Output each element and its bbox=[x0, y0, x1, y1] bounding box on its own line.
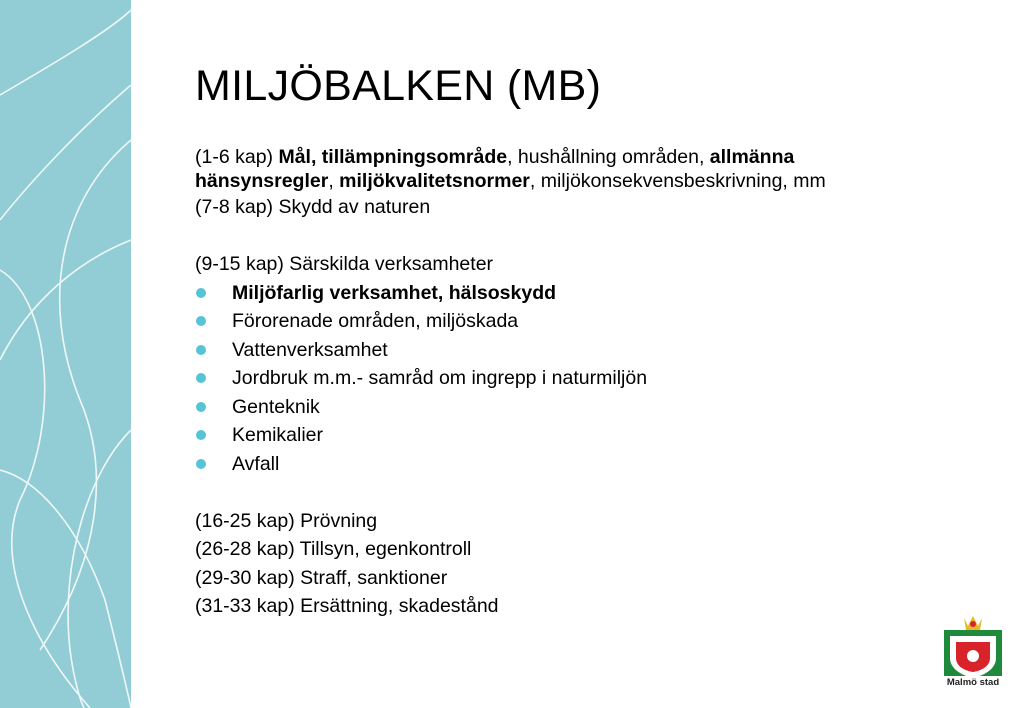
intro-text-3: , bbox=[328, 170, 340, 192]
slide-content bbox=[195, 145, 930, 621]
special-heading: (9-15 kap) Särskilda verksamheter bbox=[195, 253, 494, 275]
intro-bold-1: Mål, tillämpningsområde bbox=[278, 146, 508, 168]
slide-title: MILJÖBALKEN (MB) bbox=[195, 62, 602, 110]
intro-text-1: (1-6 kap) bbox=[195, 146, 279, 168]
closing-line: (29-30 kap) Straff, sanktioner bbox=[195, 566, 448, 589]
list-item: Avfall bbox=[195, 450, 930, 479]
intro-paragraph bbox=[195, 145, 930, 193]
spacer bbox=[195, 222, 930, 251]
swirl-lines-decoration bbox=[0, 0, 131, 708]
decorative-sidebar bbox=[0, 0, 131, 708]
closing-line: (16-25 kap) Prövning bbox=[195, 509, 378, 532]
intro-text-4: , miljökonsekvensbeskrivning, mm bbox=[529, 170, 826, 192]
closing-line: (31-33 kap) Ersättning, skadestånd bbox=[195, 595, 499, 617]
intro-bold-2: allmänna hänsynsregler bbox=[195, 146, 795, 192]
intro-bold-3: miljökvalitetsnormer bbox=[339, 170, 530, 192]
list-item: Kemikalier bbox=[195, 421, 930, 450]
logo-label: Malmö stad bbox=[946, 677, 1000, 688]
list-item: Förorenade områden, miljöskada bbox=[195, 307, 930, 336]
nature-line: (7-8 kap) Skydd av naturen bbox=[195, 196, 431, 218]
spacer bbox=[195, 478, 930, 507]
list-item: Genteknik bbox=[195, 393, 930, 422]
intro-text-2: , hushållning områden, bbox=[507, 146, 710, 168]
list-item: Vattenverksamhet bbox=[195, 336, 930, 365]
list-item: Miljöfarlig verksamhet, hälsoskydd bbox=[195, 279, 930, 308]
list-item: Jordbruk m.m.- samråd om ingrepp i naturmiljön bbox=[195, 364, 930, 393]
closing-line: (26-28 kap) Tillsyn, egenkontroll bbox=[195, 538, 472, 560]
special-list bbox=[195, 279, 930, 479]
